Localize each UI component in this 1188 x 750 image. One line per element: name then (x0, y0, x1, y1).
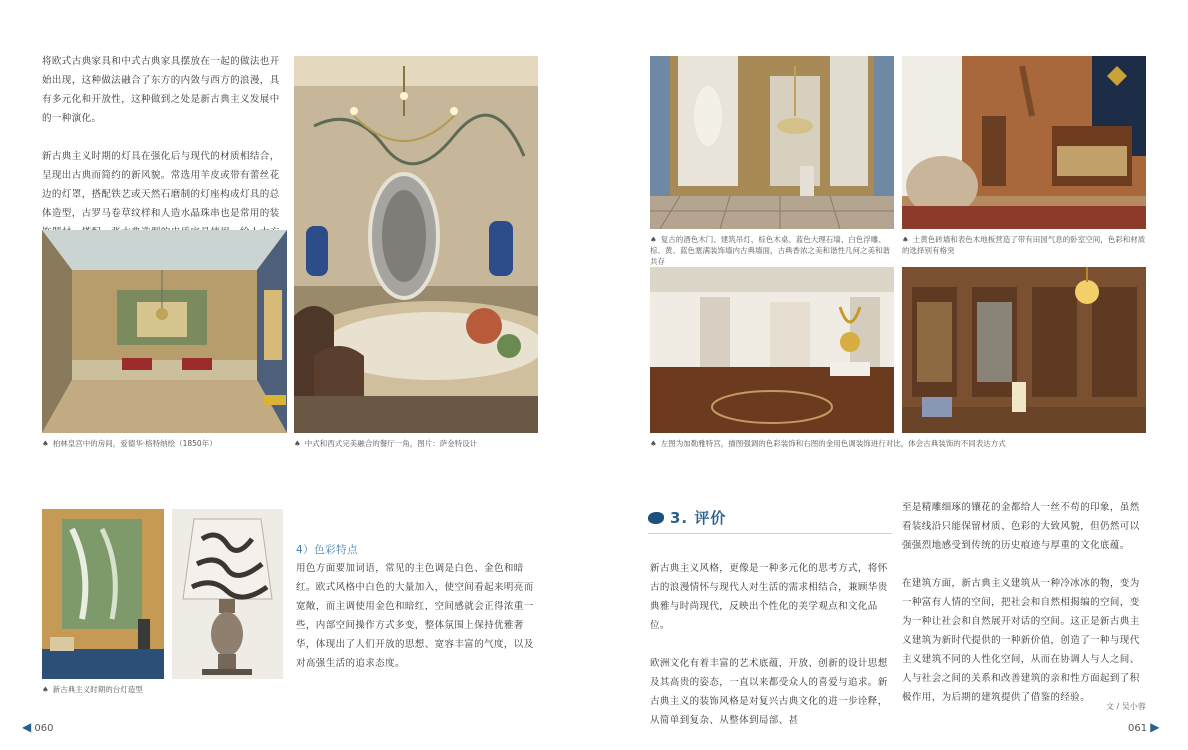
left-page-number-text: 060 (34, 723, 54, 734)
room-painting-caption (42, 438, 287, 449)
evaluation-column-2 (902, 498, 1146, 707)
leaf-page-icon: ▶ (1150, 720, 1160, 734)
dining-room-caption-text: 中式和西式完美融合的餐厅一角，图片：萨金特设计 (304, 439, 478, 448)
evaluation-column-1 (650, 559, 894, 730)
library-image (902, 267, 1146, 433)
section-heading (648, 507, 726, 528)
section-divider (648, 533, 892, 534)
left-page-number (22, 720, 54, 734)
flame-marker-icon: ♠ (42, 685, 49, 694)
color-section-body: 用色方面要加词语，常见的主色调是白色、金色和暗红。欧式风格中白色的大量加入，使空间看起来明亮而宽敞，而主调使用金色和暗红，空间感就会正得浓重一些，内部空间操作方式多变，整体氛围上保持优雅奢华，体现出了人们开放的思想、宽容丰富的气度，以及对高强生活的追求态度。 (296, 563, 534, 669)
bottom-caption (650, 438, 1146, 449)
author-credit: 文 / 吴小蓉 (1106, 702, 1146, 711)
bedroom-image (902, 56, 1146, 229)
flame-marker-icon: ♠ (902, 235, 909, 244)
flame-marker-icon: ♠ (650, 439, 657, 448)
color-section-body-wrap (296, 559, 540, 673)
room-painting-image (42, 230, 287, 433)
ballroom-image (650, 267, 894, 433)
evaluation-paragraph-1: 新古典主义风格，更像是一种多元化的思考方式，将怀古的浪漫情怀与现代人对生活的需求相结合，兼顾华贵典雅与时尚现代，反映出个性化的美学观点和文化品位。 (650, 563, 888, 631)
flame-marker-icon: ♠ (294, 439, 301, 448)
bottom-caption-text: 左图为加勒雅特宫，描图强调的色彩装饰和右图的金用色调装饰进行对比，体会古典装饰的不同表达方式 (660, 439, 1006, 448)
lamp-image-2 (172, 509, 283, 679)
dining-room-caption (294, 438, 538, 449)
flame-marker-icon: ♠ (650, 235, 657, 244)
room-painting-caption-text: 柏林皇宫中的房间，爱德华·格特纳绘（1850年） (52, 439, 217, 448)
section-title: 3. 评价 (670, 509, 727, 527)
right-page-number-text: 061 (1128, 723, 1148, 734)
evaluation-paragraph-3: 至是精雕细琢的镶花的金都给人一丝不苟的印象，虽然看装线沿只能保留材质、色彩的大致风貌，但仍然可以强强烈地感受到传统的历史痕迹与厚重的文化底蕴。 (902, 502, 1140, 551)
right-page-number (1128, 720, 1160, 734)
intro-paragraph-1: 将欧式古典家具和中式古典家具摆放在一起的做法也开始出现，这种做法融合了东方的内敛与西方的浪漫，具有多元化和开放性，这种做到之处是新古典主义发展中的一种演化。 (42, 56, 280, 124)
top-right-caption (902, 234, 1146, 256)
palace-interior-image (650, 56, 894, 229)
intro-paragraph-2: 新古典主义时期的灯具在强化后与现代的材质相结合，呈现出古典而简约的新风貌。常选用羊皮或带有蕾丝花边的灯罩，搭配铁艺或天然石磨制的灯座构成灯具的总体造型，古罗马卷草纹样和人造水晶珠串也是常用的装 (42, 151, 280, 219)
flame-marker-icon: ♠ (42, 439, 49, 448)
blob-bullet-icon (648, 512, 664, 524)
lamps-caption-text: 新古典主义时期的台灯造型 (52, 685, 143, 694)
top-left-caption (650, 234, 894, 267)
color-section-subtitle: 4）色彩特点 (296, 544, 359, 556)
dining-room-image (294, 56, 538, 433)
top-left-caption-text: 复古的酒色木门、建筑吊灯、棕色木桌、蓝色大理石墙、白色浮雕、棕、黄、蓝色塞满装饰墙内古典墙面，古典香浓之美和谐性几何之美和谐共存 (650, 235, 890, 266)
evaluation-paragraph-2: 欧洲文化有着丰富的艺术底蕴，开放、创新的设计思想及其高贵的姿态，一直以来都受众人的喜爱与追求。新古典主义的装饰风格是对复兴古典文化的进一步诠释，从简单到复杂、从整体到局部、甚 (650, 658, 888, 726)
leaf-page-icon: ◀ (22, 720, 32, 734)
lamps-caption (42, 684, 283, 695)
top-right-caption-text: 土黄色砖墙和表色木地板营造了带有田园气息的卧室空间，色彩和材质的选择别有格突 (902, 235, 1146, 255)
evaluation-paragraph-4: 在建筑方面，新古典主义建筑从一种冷冰冰的物，变为一种富有人情的空间，把社会和自然相揭编的空间，变为一种让社会和自然展开对话的空间。这正是新古典主义建筑为新时代提供的一种新价值，创造了一种与现代主义建筑不同的人性化空间，从而在协调人与人之间、人与社会之间的关系和改善建筑的亲和性方面起到了积极作用，为后期的建筑提供了借鉴的经验。 (902, 578, 1140, 703)
lamp-image-1 (42, 509, 164, 679)
